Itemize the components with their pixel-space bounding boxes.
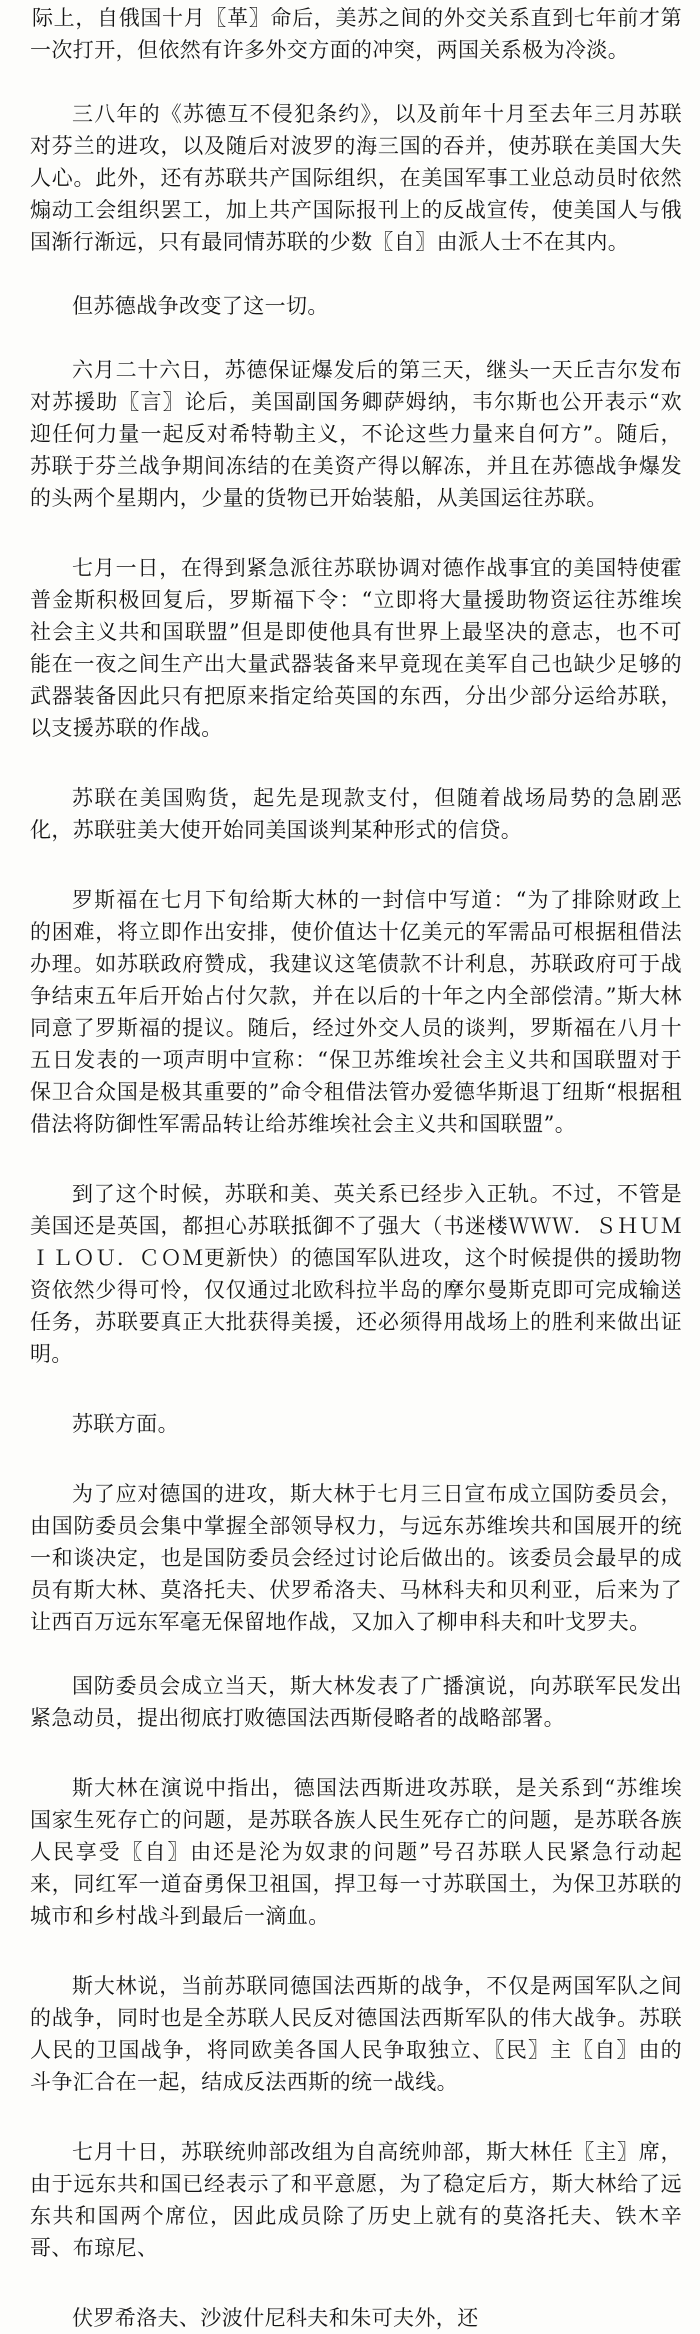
paragraph-10: 为了应对德国的进攻，斯大林于七月三日宣布成立国防委员会，由国防委员会集中掌握全部领导权力，与远东苏维埃共和国展开的统一和谈决定，也是国防委员会经过讨论后做出的。该委员会最早的成员有斯大林、莫洛托夫、伏罗希洛夫、马林科夫和贝利亚，后来为了让西百万远东军毫无保留地作战，又加入了柳申科夫和叶戈罗夫。 [30, 1482, 682, 1634]
paragraph-4: 六月二十六日，苏德保证爆发后的第三天，继头一天丘吉尔发布对苏援助〖言〗论后，美国副国务卿萨姆纳，韦尔斯也公开表示“欢迎任何力量一起反对希特勒主义，不论这些力量来自何方”。随后，苏联于芬兰战争期间冻结的在美资产得以解冻，并且在苏德战争爆发的头两个星期内，少量的货物已开始装船，从美国运往苏联。 [30, 358, 682, 510]
paragraph-3: 但苏德战争改变了这一切。 [72, 294, 329, 318]
paragraph-2: 三八年的《苏德互不侵犯条约》，以及前年十月至去年三月苏联对芬兰的进攻，以及随后对波罗的海三国的吞并，使苏联在美国大失人心。此外，还有苏联共产国际组织，在美国军事工业总动员时依然煽动工会组织罢工，加上共产国际报刊上的反战宣传，使美国人与俄国渐行渐远，只有最同情苏联的少数〖自〗由派人士不在其内。 [30, 102, 682, 254]
paragraph-14: 七月十日，苏联统帅部改组为自高统帅部，斯大林任〖主〗席，由于远东共和国已经表示了和平意愿，为了稳定后方，斯大林给了远东共和国两个席位，因此成员除了历史上就有的莫洛托夫、铁木辛哥、布琼尼、 [30, 2140, 682, 2260]
paragraph-13: 斯大林说，当前苏联同德国法西斯的战争，不仅是两国军队之间的战争，同时也是全苏联人民反对德国法西斯军队的伟大战争。苏联人民的卫国战争，将同欧美各国人民争取独立、〖民〗主〖自〗由的斗争汇合在一起，结成反法西斯的统一战线。 [30, 1974, 682, 2094]
paragraph-6: 苏联在美国购货，起先是现款支付，但随着战场局势的急剧恶化，苏联驻美大使开始同美国谈判某种形式的信贷。 [30, 786, 682, 842]
paragraph-5: 七月一日，在得到紧急派往苏联协调对德作战事宜的美国特使霍普金斯积极回复后，罗斯福下令：“立即将大量援助物资运往苏维埃社会主义共和国联盟”但是即使他具有世界上最坚决的意志，也不可能在一夜之间生产出大量武器装备来早竟现在美军自己也缺少足够的武器装备因此只有把原来指定给英国的东西，分出少部分运给苏联，以支援苏联的作战。 [30, 556, 682, 740]
paragraph-9: 苏联方面。 [72, 1412, 179, 1436]
paragraph-7: 罗斯福在七月下旬给斯大林的一封信中写道：“为了排除财政上的困难，将立即作出安排，使价值达十亿美元的军需品可根据租借法办理。如苏联政府赞成，我建议这笔债款不计利息，苏联政府可于战争结束五年后开始占付欠款，并在以后的十年之内全部偿清。”斯大林同意了罗斯福的提议。随后，经过外交人员的谈判，罗斯福在八月十五日发表的一项声明中宣称：“保卫苏维埃社会主义共和国联盟对于保卫合众国是极其重要的”命令租借法管办爱德华斯退丁纽斯“根据租借法将防御性军需品转让给苏维埃社会主义共和国联盟”。 [30, 888, 682, 1136]
paragraph-8: 到了这个时候，苏联和美、英关系已经步入正轨。不过，不管是美国还是英国，都担心苏联抵御不了强大（书迷楼ＷＷＷ．ＳＨＵＭＩＬＯＵ．ＣＯＭ更新快）的德国军队进攻，这个时候提供的援助物资依然少得可怜，仅仅通过北欧科拉半岛的摩尔曼斯克即可完成输送任务，苏联要真正大批获得美援，还必须得用战场上的胜利来做出证明。 [30, 1182, 682, 1366]
paragraph-11: 国防委员会成立当天，斯大林发表了广播演说，向苏联军民发出紧急动员，提出彻底打败德国法西斯侵略者的战略部署。 [30, 1674, 682, 1730]
paragraph-1: 际上，自俄国十月〖革〗命后，美苏之间的外交关系直到七年前才第一次打开，但依然有许多外交方面的冲突，两国关系极为冷淡。 [30, 6, 682, 62]
paragraph-12: 斯大林在演说中指出，德国法西斯进攻苏联，是关系到“苏维埃国家生死存亡的问题，是苏联各族人民生死存亡的问题，是苏联各族人民享受〖自〗由还是沦为奴隶的问题”号召苏联人民紧急行动起来，同红军一道奋勇保卫祖国，捍卫每一寸苏联国土，为保卫苏联的城市和乡村战斗到最后一滴血。 [30, 1776, 682, 1928]
paragraph-15: 伏罗希洛夫、沙波什尼科夫和朱可夫外，还 [72, 2306, 479, 2330]
